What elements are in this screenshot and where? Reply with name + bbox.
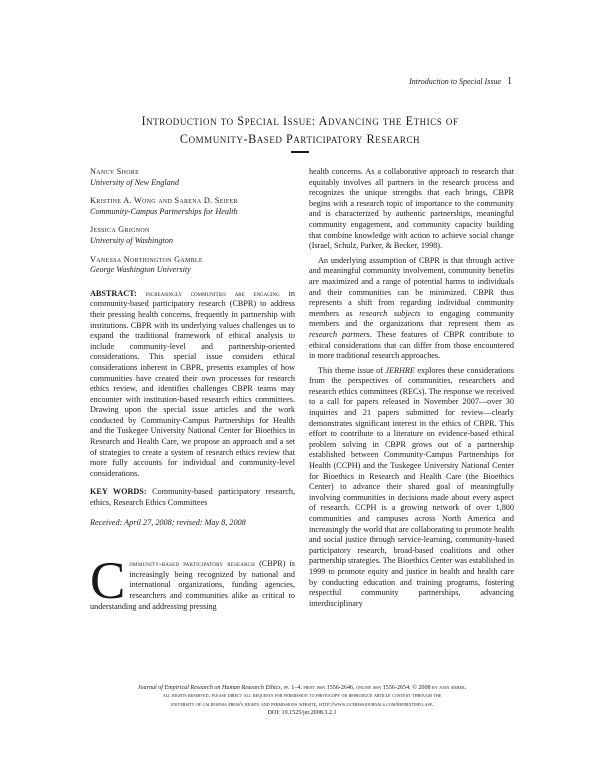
intro-paragraph [90,552,295,612]
body-paragraph [309,366,514,610]
running-head [409,76,512,87]
author-affiliation: George Washington University [90,265,191,275]
emphasis: research partners [309,329,370,339]
abstract-lead: increasingly communities are engaging [145,288,280,298]
title-line-1: Introduction to Special Issue: Advancing the Ethics of [141,114,459,128]
author-block [90,196,295,217]
journal-name: Journal of Empirical Research on Human Research Ethics [137,685,281,691]
body-paragraph [309,256,514,362]
keywords [90,487,295,508]
author-name: Kristine A. Wong and Sarena D. Seifer [90,196,238,206]
abstract [90,289,295,480]
author-affiliation: University of Washington [90,235,173,245]
abstract-label: ABSTRACT: [90,288,137,298]
footer-line-2: all rights reserved. please direct all requests for permission to photocopy or reproduce article content through the [162,693,442,700]
received-dates: Received: April 27, 2008; revised: May 8, 2008 [90,517,246,527]
doi: DOI: 10.1525/jer.2008.3.2.1 [267,709,337,716]
body-paragraph: health concerns. As a collaborative approach to research that equitably involves all partners in the research process and recognizes the unique strengths that each brings, CBPR begins with a research topic of importance to the community and is characterized by authentic partnerships, meaningful community engagement, and community capacity building that combine knowledge with action to achieve social change (Israel, Schulz, Parker, & Becker, 1998). [309,167,514,251]
emphasis: research subjects [359,308,421,318]
author-block [90,225,295,246]
emphasis: JERHRE [385,365,415,375]
running-head-title: Introduction to Special Issue [409,77,501,86]
title-line-2: Community-Based Participatory Research [179,132,421,146]
author-block [90,255,295,276]
footer [90,684,514,717]
text-run: . These features of CBPR contribute to ethical considerations that can differ from those encountered in more traditional research approaches. [309,329,514,361]
author-name: Jessica Grignon [90,225,150,235]
footer-line-3: university of california press's rights and permissions website, http://www.ucpressjournals.com/reprintinfo.asp. [170,701,434,708]
abstract-text: in community-based participatory research (CBPR) to address their pressing health concerns, frequently in partnership with institutions. CBPR with its underlying values challenges us to expand the traditional framework of ethical analysis to include community-level and partnership-oriented considerations. This special issue considers ethical considerations inherent in CBPR, presents examples of how communities have created their own processes for research ethics review, and identifies challenges CBPR teams may encounter with institution-based research ethics committees. Drawing upon the special issue articles and the work conducted by Community-Campus Partnerships for Health and the Tuskegee University National Center for Bioethics in Research and Health Care, we propose an approach and a set of strategies to create a system of research ethics review that more fully accounts for individual and community-level considerations. [90,288,296,478]
article-title [90,112,510,148]
author-affiliation: Community-Campus Partnerships for Health [90,206,238,216]
text-run: An underlying assumption of CBPR is that through active and meaningful community involvement, community benefits are maximized and a range of potential harms to individuals and their communities can be minimized. CBPR thus represents a shift from regarding individual community members as [309,255,514,318]
title-rule [291,151,309,153]
text-run: to engaging community members and the organizations that represent them as [309,308,514,329]
intro-lead: ommunity-based participatory research [129,559,255,569]
text-run: explores these considerations from the perspectives of communities, researchers and research ethics committees (RECs). The response we received to a call for papers released in November 2007—over 30 inquiries and 21 papers submitted for review—clearly demonstrates significant interest in the ethics of CBPR. This effort to contribute to a literature on evidence-based ethical problem solving in CBPR grows out of a partnership established between Community-Campus Partnerships for Health (CCPH) and the Tuskegee University National Center for Bioethics in Research and Health Care (the Bioethics Center) to advance their shared goal of meaningfully involving communities in decisions made about every aspect of research. CCPH is a growing network of over 1,800 communities and campuses across North America and increasingly the world that are collaborating to promote health and social justice through service-learning, community-based participatory research, broad-based coalitions and other partnership strategies. The Bioethics Center was established in 1999 to promote equity and justice in health and health care by conducting education and training programs, fostering respectful community partnerships, advancing interdisciplinary [309,365,514,608]
author-block [90,167,295,188]
left-column [90,167,295,612]
footer-line-1 [90,684,514,692]
footer-text: , pp. 1–4. print issn 1556-2646, online issn 1556-2654. © 2008 by joan sieber. [280,685,467,691]
keywords-label: KEY WORDS: [90,487,147,497]
author-affiliation: University of New England [90,177,179,187]
intro-text: (CBPR) is increasingly being recognized by national and international organizations, funding agencies, researchers and communities alike as critical to understanding and addressing pressing [90,559,295,611]
page-number: 1 [507,76,512,87]
author-name: Vanessa Northington Gamble [90,254,203,264]
text-run: This theme issue of [318,365,386,375]
keywords-text: Community-based participatory research, ethics, Research Ethics Committees [90,487,296,508]
author-name: Nancy Shore [90,167,140,176]
right-column [309,167,514,613]
drop-cap: C [90,552,126,611]
